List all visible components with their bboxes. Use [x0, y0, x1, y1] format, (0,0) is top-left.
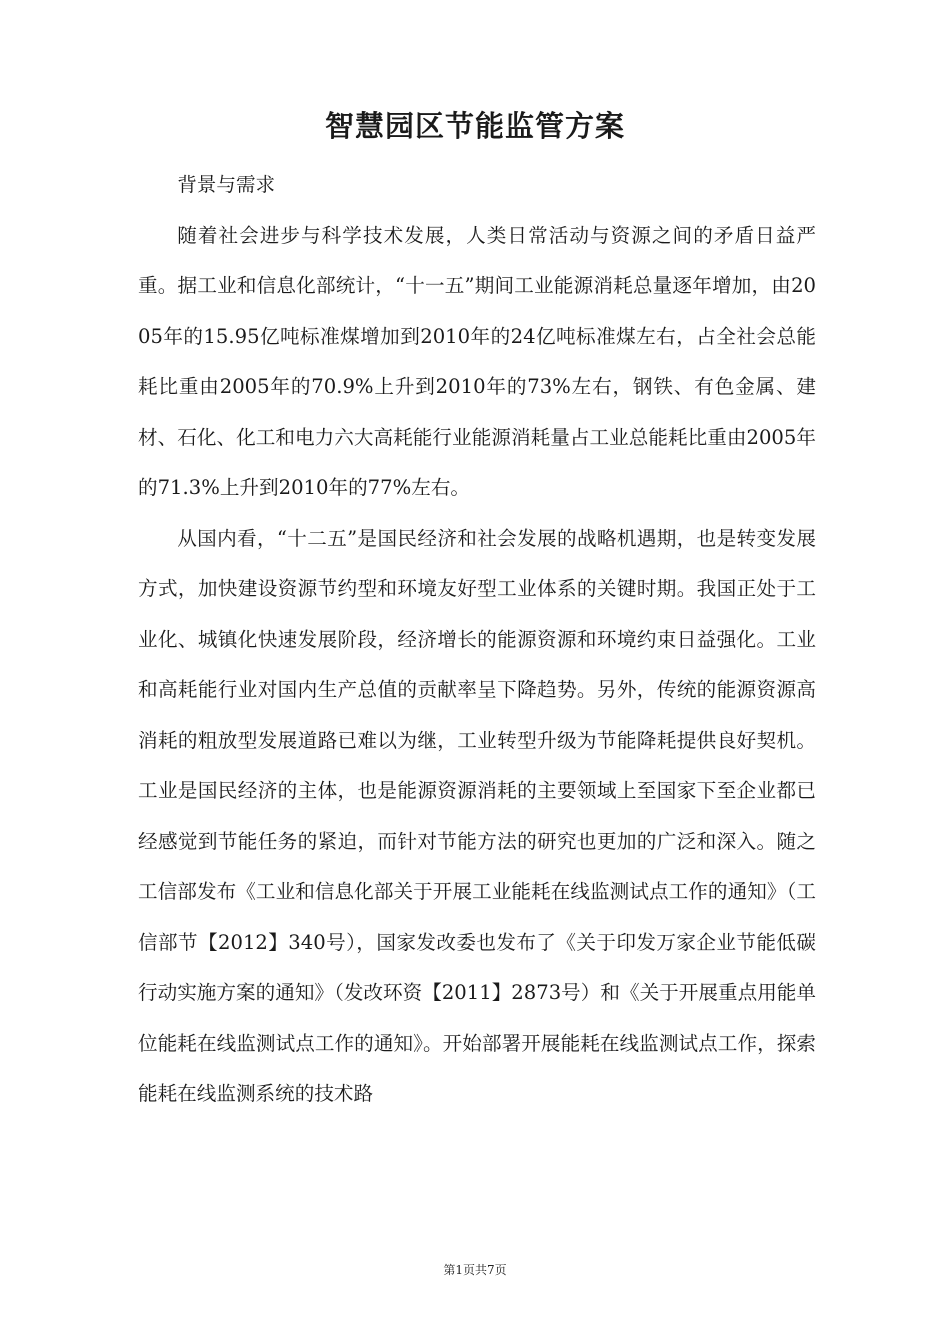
- document-title: 智慧园区节能监管方案: [324, 109, 625, 143]
- document-body: [138, 160, 816, 1120]
- section-heading-background: 背景与需求: [177, 173, 276, 196]
- paragraph-domestic-context: 从国内看，“十二五”是国民经济和社会发展的战略机遇期，也是转变发展方式，加快建设资源节约型和环境友好型工业体系的关键时期。我国正处于工业化、城镇化快速发展阶段，经济增长的能源资源和环境约束日益强化。工业和高耗能行业对国内生产总值的贡献率呈下降趋势。另外，传统的能源资源高消耗的粗放型发展道路已难以为继，工业转型升级为节能降耗提供良好契机。工业是国民经济的主体，也是能源资源消耗的主要领域上至国家下至企业都已经感觉到节能任务的紧迫，而针对节能方法的研究也更加的广泛和深入。随之工信部发布《工业和信息化部关于开展工业能耗在线监测试点工作的通知》（工信部节【2012】340号），国家发改委也发布了《关于印发万家企业节能低碳行动实施方案的通知》（发改环资【2011】2873号）和《关于开展重点用能单位能耗在线监测试点工作的通知》。开始部署开展能耗在线监测试点工作，探索能耗在线监测系统的技术路: [138, 526, 816, 1105]
- page-number-footer: 第1页共7页: [443, 1263, 507, 1277]
- paragraph-energy-statistics: 随着社会进步与科学技术发展，人类日常活动与资源之间的矛盾日益严重。据工业和信息化部统计，“十一五”期间工业能源消耗总量逐年增加，由2005年的15.95亿吨标准煤增加到2010年的24亿吨标准煤左右，占全社会总能耗比重由2005年的70.9%上升到2010年的73%左右，钢铁、有色金属、建材、石化、化工和电力六大高耗能行业能源消耗量占工业总能耗比重由2005年的71.3%上升到2010年的77%左右。: [138, 223, 816, 499]
